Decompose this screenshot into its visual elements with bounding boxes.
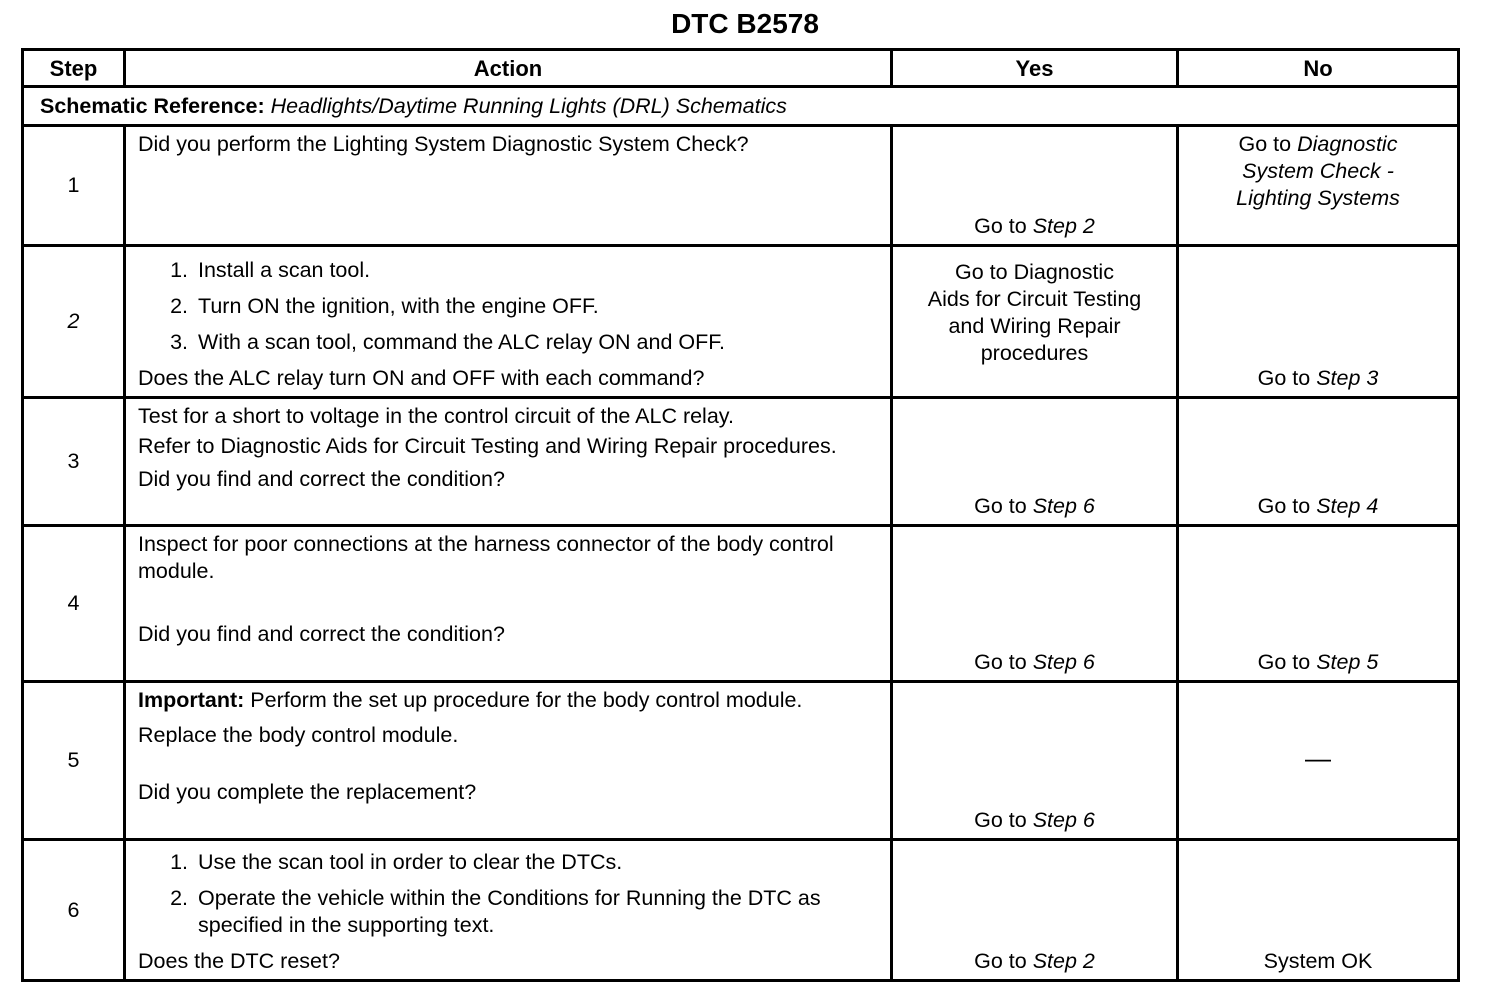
- list-item: 1. Install a scan tool.: [194, 257, 878, 284]
- table-row: [23, 398, 1459, 526]
- action-cell: [125, 398, 892, 526]
- yes-step-link[interactable]: Step 2: [1032, 949, 1095, 973]
- action-question: Does the DTC reset?: [138, 949, 340, 973]
- step-number: 6: [23, 840, 125, 981]
- yes-step-link[interactable]: Step 6: [1032, 494, 1095, 518]
- step-number: 3: [23, 398, 125, 526]
- action-steps-list: [138, 257, 878, 356]
- schematic-reference-label: Schematic Reference:: [40, 93, 265, 118]
- no-step-link[interactable]: Step 4: [1316, 494, 1379, 518]
- step-number: 1: [23, 126, 125, 246]
- yes-prefix: Go to: [974, 650, 1033, 674]
- yes-line-3[interactable]: and Wiring Repair: [948, 314, 1121, 338]
- no-prefix: Go to: [1257, 494, 1317, 518]
- yes-cell: [892, 246, 1178, 398]
- action-question: Did you find and correct the condition?: [138, 467, 505, 491]
- table-row: [23, 526, 1459, 682]
- no-prefix: Go to: [1257, 650, 1317, 674]
- no-dash: —: [1305, 743, 1331, 773]
- action-question: Does the ALC relay turn ON and OFF with each command?: [138, 366, 705, 390]
- action-question: Did you find and correct the condition?: [138, 622, 505, 646]
- header-step: Step: [23, 50, 125, 87]
- yes-step-link[interactable]: Step 6: [1032, 808, 1095, 832]
- header-action: Action: [125, 50, 892, 87]
- no-link-line-2[interactable]: System Check -: [1242, 159, 1394, 183]
- no-cell: [1178, 246, 1459, 398]
- yes-prefix: Go to: [974, 808, 1033, 832]
- table-row: [23, 246, 1459, 398]
- yes-prefix: Go to: [974, 949, 1033, 973]
- yes-cell: [892, 526, 1178, 682]
- diagnostic-table: [21, 48, 1460, 982]
- yes-line-1[interactable]: Go to Diagnostic: [955, 260, 1114, 284]
- no-cell: [1178, 682, 1459, 840]
- schematic-reference-row: [23, 87, 1459, 126]
- no-cell: [1178, 526, 1459, 682]
- important-note: [138, 687, 878, 714]
- no-prefix: Go to: [1238, 132, 1298, 156]
- table-row: [23, 682, 1459, 840]
- action-cell: [125, 840, 892, 981]
- action-text: Inspect for poor connections at the harness connector of the body control module.: [138, 532, 834, 583]
- yes-cell: [892, 840, 1178, 981]
- yes-step-link[interactable]: Step 2: [1032, 214, 1095, 238]
- no-cell: [1178, 398, 1459, 526]
- step-number: 2: [23, 246, 125, 398]
- no-step-link[interactable]: Step 3: [1316, 366, 1379, 390]
- no-step-link[interactable]: Step 5: [1316, 650, 1379, 674]
- action-cell: [125, 126, 892, 246]
- yes-line-2[interactable]: Aids for Circuit Testing: [927, 287, 1142, 311]
- list-item: 1. Use the scan tool in order to clear the DTCs.: [194, 849, 878, 876]
- yes-step-link[interactable]: Step 6: [1032, 650, 1095, 674]
- action-cell: [125, 526, 892, 682]
- table-row: [23, 126, 1459, 246]
- action-text: Test for a short to voltage in the control circuit of the ALC relay.: [138, 404, 734, 428]
- action-text: Refer to Diagnostic Aids for Circuit Testing and Wiring Repair procedures.: [138, 434, 837, 458]
- important-text: Perform the set up procedure for the body control module.: [244, 688, 803, 712]
- table-row: [23, 840, 1459, 981]
- step-number: 4: [23, 526, 125, 682]
- action-question: Did you perform the Lighting System Diagnostic System Check?: [138, 132, 749, 156]
- yes-prefix: Go to: [974, 214, 1033, 238]
- step-number: 5: [23, 682, 125, 840]
- yes-cell: [892, 126, 1178, 246]
- yes-prefix: Go to: [974, 494, 1033, 518]
- yes-cell: [892, 682, 1178, 840]
- no-cell: [1178, 126, 1459, 246]
- no-cell: System OK: [1178, 840, 1459, 981]
- no-link-line-1[interactable]: Diagnostic: [1297, 132, 1398, 156]
- action-question: Did you complete the replacement?: [138, 780, 477, 804]
- list-item: 2. Turn ON the ignition, with the engine OFF.: [194, 293, 878, 320]
- yes-cell: [892, 398, 1178, 526]
- action-cell: [125, 682, 892, 840]
- no-prefix: Go to: [1257, 366, 1317, 390]
- schematic-reference-link[interactable]: Headlights/Daytime Running Lights (DRL) Schematics: [270, 93, 787, 118]
- list-item: 3. With a scan tool, command the ALC relay ON and OFF.: [194, 329, 878, 356]
- important-label: Important:: [138, 688, 245, 712]
- action-cell: [125, 246, 892, 398]
- header-no: No: [1178, 50, 1459, 87]
- list-item: 2. Operate the vehicle within the Conditions for Running the DTC as specified in the supporting text.: [194, 885, 878, 939]
- page-title: DTC B2578: [671, 8, 819, 39]
- header-yes: Yes: [892, 50, 1178, 87]
- no-link-line-3[interactable]: Lighting Systems: [1236, 186, 1400, 210]
- action-steps-list: [138, 849, 878, 939]
- header-row: [23, 50, 1459, 87]
- schematic-reference: [23, 87, 1459, 126]
- yes-line-4[interactable]: procedures: [980, 341, 1089, 365]
- action-text: Replace the body control module.: [138, 723, 459, 747]
